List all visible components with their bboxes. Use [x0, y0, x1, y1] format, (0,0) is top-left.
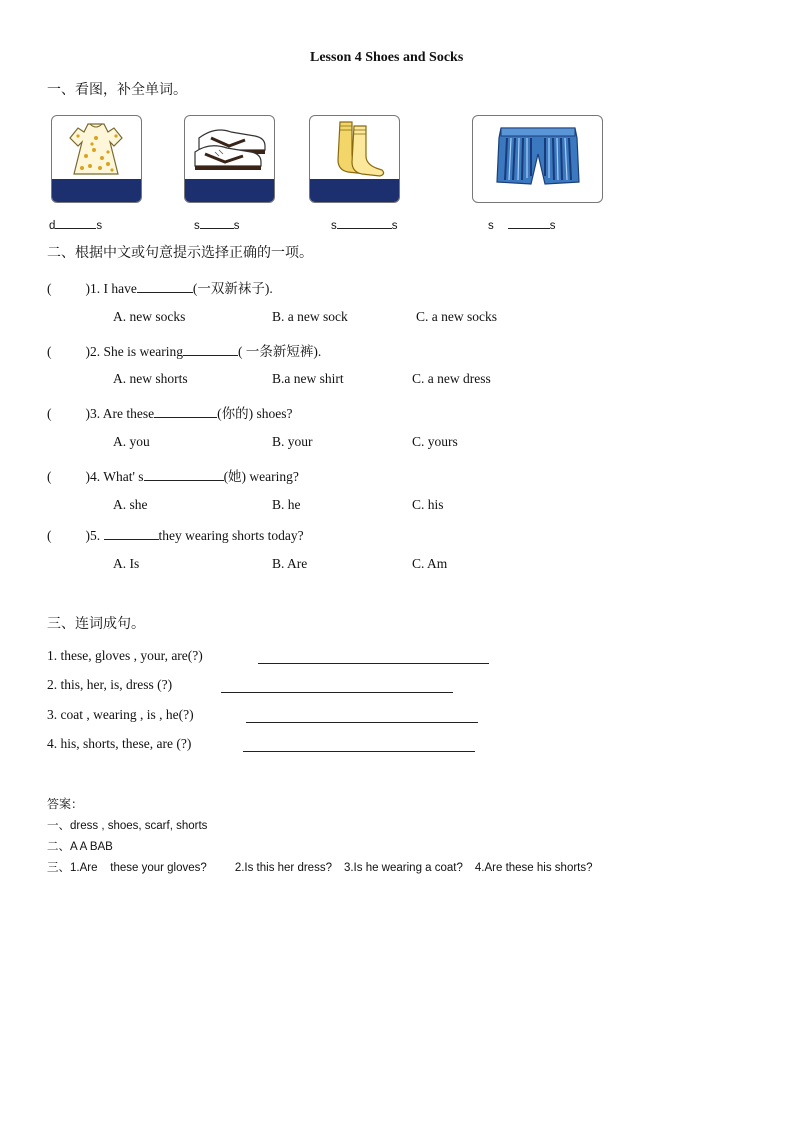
question-3: ( )3. Are these (你的) shoes? [47, 406, 293, 421]
question-4: ( )4. What' s (她) wearing? [47, 469, 299, 484]
section2-heading: 二、根据中文或句意提示选择正确的一项。 [47, 245, 313, 261]
option-c: C. yours [412, 434, 458, 449]
option-b: B. Are [272, 556, 308, 571]
option-c: C. his [412, 497, 444, 512]
sentence-item-1: 1. these, gloves , your, are(?) [47, 648, 203, 663]
picture-band [310, 179, 399, 202]
hint-shorts: s s [488, 215, 556, 232]
option-a: A. new shorts [113, 371, 188, 386]
answer-line-section3: 三、1.Are these your gloves? 2.Is this her dress? 3.Is he wearing a coat? 4.Are these his shorts? [47, 862, 593, 874]
sentence-item-4: 4. his, shorts, these, are (?) [47, 736, 192, 751]
picture-shorts [472, 115, 603, 203]
shoes-icon [185, 116, 274, 179]
option-b: B. your [272, 434, 313, 449]
answers-label: 答案： [47, 797, 84, 811]
hint-dress: d s [49, 215, 102, 232]
picture-socks [309, 115, 400, 203]
section3-heading: 三、连词成句。 [47, 616, 145, 632]
picture-dress [51, 115, 142, 203]
sentence-item-3: 3. coat , wearing , is , he(?) [47, 707, 194, 722]
answer-line-3[interactable] [246, 722, 478, 723]
question-1: ( )1. I have (一双新袜子). [47, 281, 273, 296]
picture-shoes [184, 115, 275, 203]
option-c: C. a new dress [412, 371, 491, 386]
option-b: B.a new shirt [272, 371, 344, 386]
option-c: C. Am [412, 556, 448, 571]
option-a: A. Is [113, 556, 140, 571]
answer-line-section2: 二、A A BAB [47, 841, 113, 853]
question-5: ( )5. they wearing shorts today? [47, 528, 304, 543]
option-a: A. new socks [113, 309, 186, 324]
hint-socks: s s [331, 215, 398, 232]
picture-band [185, 179, 274, 202]
answer-line-1[interactable] [258, 663, 489, 664]
page-title: Lesson 4 Shoes and Socks [310, 50, 464, 65]
sentence-item-2: 2. this, her, is, dress (?) [47, 677, 173, 692]
option-b: B. he [272, 497, 301, 512]
answer-line-section1: 一、dress , shoes, scarf, shorts [47, 820, 208, 832]
hint-shoes: s s [194, 215, 240, 232]
shorts-icon [473, 116, 602, 202]
question-2: ( )2. She is wearing ( 一条新短裤). [47, 344, 322, 359]
section1-heading: 一、看图，补全单词。 [47, 82, 187, 98]
option-a: A. you [113, 434, 150, 449]
option-b: B. a new sock [272, 309, 348, 324]
answer-line-4[interactable] [243, 751, 475, 752]
answer-line-2[interactable] [221, 692, 453, 693]
option-a: A. she [113, 497, 148, 512]
picture-band [52, 179, 141, 202]
socks-icon [310, 116, 399, 179]
option-c: C. a new socks [416, 309, 497, 324]
dress-icon [52, 116, 141, 179]
